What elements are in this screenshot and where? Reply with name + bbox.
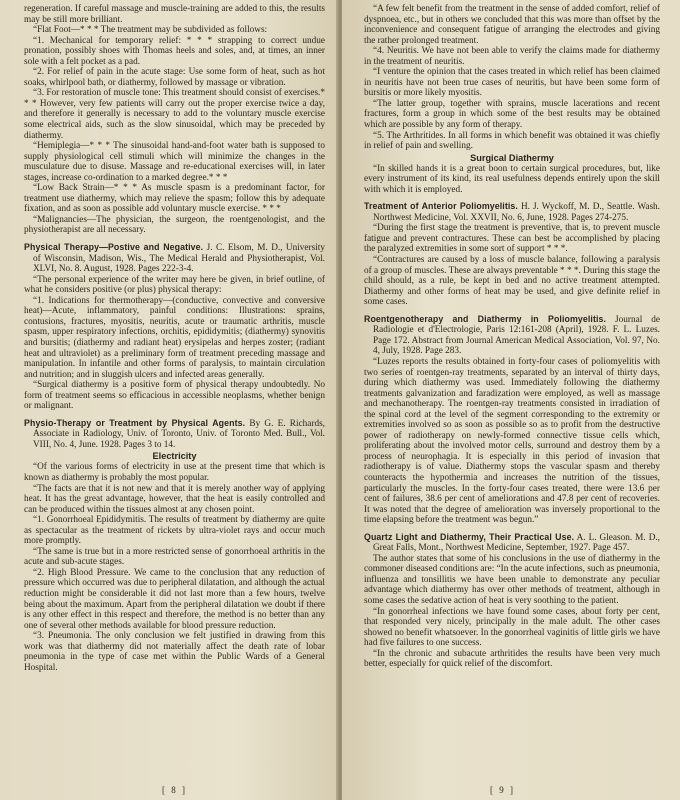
citation-paragraph [24,418,325,451]
body-paragraph: “The facts are that it is not new and that it is merely another way of applying heat. It has the great advantage, however, that the heat is easily controlled and can be produced within the tissues almost at any chosen point. [24,483,325,515]
right-page [342,0,680,800]
section-heading: Electricity [152,451,197,462]
body-paragraph: “In skilled hands it is a great boon to certain surgical procedures, but, like every instrument of its kind, its real usefulness depends entirely upon the skill with which it is employed. [364,163,660,195]
body-paragraph: “5. The Arthritides. In all forms in which benefit was obtained it was chiefly in relief of pain and swelling. [364,130,660,152]
body-paragraph: “The latter group, together with sprains, muscle lacerations and recent fractures, form a group in which some of the best results may be obtained which are possible by any form of therapy. [364,98,660,131]
body-paragraph: “4. Neuritis. We have not been able to verify the claims made for diathermy in the treatment of neuritis. [364,46,660,67]
section-heading: Surgical Diathermy [470,152,554,163]
body-paragraph: “2. High Blood Pressure. We came to the conclusion that any reduction of pressure which occurred was due to peripheral dilatation, and although the actual reduction might be considerable it did not last more than a few hours, twelve being about the maximum. Apart from the peripheral dilatation we doubt if there is any other effect in this respect and therefore, the method is no better than any one of several other methods available for blood pressure reduction. [24,567,325,631]
citation-details: By G. E. Richards, Associate in Radiology, Univ. of Toronto, Univ. of Toronto Med. Bull., Vol. VIII, No. 4, June. 1928. Pages 3 to 14. [33,418,325,450]
body-paragraph: “1. Gonorrhoeal Epididymitis. The results of treatment by diathermy are quite as spectacular as the treatment of rickets by ultra-violet rays and occur much more promptly. [24,515,325,547]
body-paragraph: regeneration. If careful massage and muscle-training are added to this, the results may be still more brilliant. [24,4,325,25]
body-paragraph: “Low Back Strain—* * * As muscle spasm is a predominant factor, for treatment use diathermy, which may relieve the spasm; follow this by adequate fixation, and as soon as possible add voluntary muscle exercise. * * * [24,183,325,215]
body-paragraph: “3. Pneumonia. The only conclusion we felt justified in drawing from this work was that diathermy did not materially affect the death rate of lobar pneumonia in the type of case met within the Public Wards of a General Hospital. [24,631,325,673]
body-paragraph: “Surgical diathermy is a positive form of physical therapy undoubtedly. No form of treatment seems so efficacious in accessible neoplasms, whether benign or malignant. [24,380,325,412]
body-paragraph: “Hemiplegia—* * * The sinusoidal hand-and-foot water bath is supposed to supply physiological cell stimuli which will minimize the changes in the musculature due to disuse. Massage and re-educational exercises will, in later stages, increase co-ordination to a marked degree.* * * [24,141,325,183]
article-title: Physio-Therapy or Treatment by Physical Agents. [24,417,246,428]
body-paragraph: “Flat Foot—* * * The treatment may be subdivided as follows: [33,25,268,36]
citation-paragraph [364,314,660,357]
citation-details: Journal de Radiologie et d'Electrologie, Paris 12:161-208 (April), 1928. F. L. Luzes. Page 172. Abstract from Journal American Medical Association, Vol. 97, No. 4, July, 1928. Page 283. [373,314,660,357]
article-title: Treatment of Anterior Poliomyelitis. [364,201,518,212]
article-title: Quartz Light and Diathermy, Their Practical Use. [364,531,575,542]
body-paragraph: “Malignancies—The physician, the surgeon, the roentgenologist, and the physiotherapist are all necessary. [24,214,325,236]
citation-details: J. C. Elsom, M. D., University of Wisconsin, Madison, Wis., The Medical Herald and Physiotherapist, Vol. XLVI, No. 8. August, 1928. Pages 222-3-4. [33,243,325,275]
article-title: Roentgenotherapy and Diathermy in Poliomyelitis. [364,313,607,324]
body-paragraph: “3. For restoration of muscle tone: This treatment should consist of exercises.* * * However, very few patients will carry out the proper exercise twice a day, and therefore it generally is necessary to add to the voluntary muscle exercise some electrical aids, such as the slow sinusoidal, which may be preceded by diathermy. [24,88,325,141]
body-paragraph: “A few felt benefit from the treatment in the sense of added comfort, relief of dyspnoea, etc., but in others we concluded that this was more than offset by the inconvenience and consequent fatigue of arranging the electrodes and giving the rather prolonged treatment. [364,4,660,46]
citation-paragraph [24,242,325,275]
body-paragraph: “2. For relief of pain in the acute stage: Use some form of heat, such as hot soaks, whirlpool bath, or diathermy, followed by massage or vibration. [24,67,325,88]
citation-details: A. L. Gleason. M. D., Great Falls, Mont., Northwest Medicine, September, 1927. Page 457. [373,532,660,554]
body-paragraph: “The personal experience of the writer may here be given, in brief outline, of what he considers positive (or plus) physical therapy: [24,274,325,296]
citation-details: H. J. Wyckoff, M. D., Seattle. Wash. Northwest Medicine, Vol. XXVII, No. 6, June, 1928. Pages 274-275. [373,202,660,223]
left-page [0,0,338,800]
article-title: Physical Therapy—Postive and Negative. [24,242,204,253]
body-paragraph: “Contractures are caused by a loss of muscle balance, following a paralysis of a group of muscles. These are always preventable * * *. During this stage the child should, as a rule, be kept in bed and no active treatment attempted. Diathermy and other forms of heat may be used, and give definite relief in some cases. [364,255,660,308]
body-paragraph: “1. Indications for thermotherapy—(conductive, convective and conversive heat)—Acute, inflammatory, painful conditions: Illustrations: sprains, contusions, fractures, myositis, neuritis, acute or traumatic arthritis, muscle spasm, upper respiratory infections, orchitis, epididymitis; (diathermy) synovitis and bursitis; (diathermy and radiant heat) erysipelas and herpes zoster; (radiant heat and ultraviolet) as a preliminary form of treatment preceding massage and manipulation. In infantile and other forms of paralysis, to maintain circulation and nutrition; and in sluggish ulcers and infected areas generally. [24,295,325,380]
body-paragraph: “The same is true but in a more restricted sense of gonorrhoeal arthritis in the acute and sub-acute stages. [24,546,325,568]
body-paragraph: “Of the various forms of electricity in use at the present time that which is known as diathermy is probably the most popular. [24,462,325,483]
body-paragraph: “In the chronic and subacute arthritides the results have been very much better, especially for quick relief of the discomfort. [364,648,660,670]
page-number-left: [ 8 ] [162,785,187,795]
citation-paragraph [364,201,660,223]
page-number-right: [ 9 ] [490,785,515,795]
body-paragraph: “1. Mechanical for temporary relief: * * * strapping to correct undue pronation, possibly shoes with Thomas heels and soles, and, at times, an inner sole with a felt pocket as a pad. [24,35,325,67]
body-paragraph: “In gonorrheal infections we have found some cases, about forty per cent, that responded very nicely, principally in the male adult. The other cases showed no benefit whatsoever. In the gonorrheal vaginitis of little girls we have had five failures to one success. [364,606,660,649]
body-paragraph: “Luzes reports the results obtained in forty-four cases of poliomyelitis with two series of roentgen-ray treatments, separated by an interval of thirty days, during which diathermy was used. Immediately following the diathermy treatments galvanization and faradization were employed, as well as massage and mechanotherapy. The roentgen-ray treatments consisted in irradiation of the spinal cord at the level of the segment corresponding to the extremity or extremities involved so as soon as possible so as to profit from the destructive power of radiotherapy on newly-formed connective tissue cells which, proliferating about the involved motor cells, surround and destroy them by a process of neurophagia. It is especially in this period of invasion that radiotherapy is of value. Diathermy stops the vascular spasm and thereby counteracts the hypothermia and increases the nutrition of the tissues, particularly the muscles. In the forty-four cases treated, there were 13.6 per cent of failures, 38.6 per cent of ameliorations and 47.8 per cent of recoveries. It was noted that the degree of amelioration was inversely proportional to the time elapsing before the treatment was begun.” [364,356,660,526]
citation-paragraph [364,532,660,554]
body-paragraph: “During the first stage the treatment is preventive, that is, to prevent muscle fatigue and prevent contractures. These can best be accomplished by placing the paralyzed extremities in some sort of support * * *. [364,223,660,255]
left-page-text [24,4,325,673]
body-paragraph: The author states that some of his conclusions in the use of diathermy in the commoner diseased conditions are: “In the acute infections, such as pneumonia, influenza and tonsillitis we have been unable to demonstrate any peculiar advantage which diathermy has over other methods of treatment, although in some cases the sedative action of heat is very soothing to the patient. [364,553,660,606]
body-paragraph: “I venture the opinion that the cases treated in which relief has been claimed in neuritis have not been true cases of neuritis, but have been some form of bursitis or more likely myositis. [364,67,660,99]
right-page-text [364,4,660,670]
